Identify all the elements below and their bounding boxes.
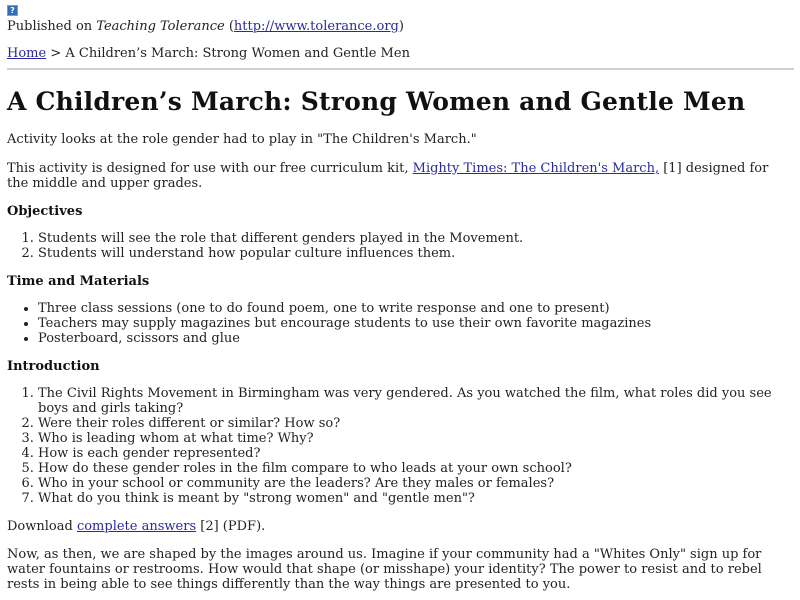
publisher-url-link[interactable]: http://www.tolerance.org — [233, 19, 399, 34]
introduction-heading: Introduction — [7, 359, 100, 374]
publisher-name: Teaching Tolerance — [96, 19, 225, 34]
curriculum-prefix: This activity is designed for use with our free curriculum kit, — [7, 161, 413, 176]
breadcrumb — [7, 46, 793, 62]
breadcrumb-home-link[interactable]: Home — [7, 46, 47, 61]
download-line — [7, 519, 793, 534]
list-item: 4. How is each gender represented? — [38, 446, 793, 461]
list-item: • Teachers may supply magazines but encourage students to use their own favorite magazines — [38, 316, 793, 331]
introduction-list — [7, 386, 793, 506]
publisher-url-open: ( — [224, 19, 234, 34]
list-item: 2. Were their roles different or similar? How so? — [38, 416, 793, 431]
icon-row — [7, 0, 793, 16]
list-item: • Three class sessions (one to do found poem, one to write response and one to present) — [38, 301, 793, 316]
article-summary: Activity looks at the role gender had to play in "The Children's March." — [7, 132, 477, 147]
list-item: 1. The Civil Rights Movement in Birmingham was very gendered. As you watched the film, what roles did you see boys and girls taking? — [38, 386, 793, 416]
published-prefix: Published on — [7, 19, 97, 34]
help-icon[interactable]: ? — [7, 5, 18, 16]
time-materials-heading: Time and Materials — [7, 274, 150, 289]
publisher-url-close: ) — [398, 19, 404, 34]
list-item: 5. How do these gender roles in the film compare to who leads at your own school? — [38, 461, 793, 476]
curriculum-kit-link[interactable]: Mighty Times: The Children's March, — [412, 161, 660, 176]
list-item: 3. Who is leading whom at what time? Why? — [38, 431, 793, 446]
breadcrumb-separator: > — [46, 46, 66, 61]
curriculum-paragraph — [7, 161, 793, 191]
list-item: 6. Who in your school or community are the leaders? Are they males or females? — [38, 476, 793, 491]
list-item: • Posterboard, scissors and glue — [38, 331, 793, 346]
curriculum-suffix: [1] designed for the middle and upper grades. — [7, 161, 769, 191]
closing-paragraph: Now, as then, we are shaped by the images around us. Imagine if your community had a "Whites Only" sign up for water fountains or restrooms. How would that shape (or misshape) your identity? The power to resist and to rebel rests in being able to see things differently than the way things are presented to you. — [7, 547, 762, 592]
breadcrumb-current: A Children’s March: Strong Women and Gentle Men — [65, 46, 410, 61]
header-divider — [7, 68, 794, 70]
complete-answers-link[interactable]: complete answers — [76, 519, 197, 534]
list-item: 2. Students will understand how popular culture influences them. — [38, 246, 793, 261]
time-materials-list — [7, 301, 793, 346]
download-suffix: [2] (PDF). — [196, 519, 266, 534]
page-title: A Children’s March: Strong Women and Gentle Men — [7, 87, 746, 116]
list-item: 7. What do you think is meant by "strong women" and "gentle men"? — [38, 491, 793, 506]
published-line — [7, 19, 793, 37]
download-prefix: Download — [7, 519, 77, 534]
list-item: 1. Students will see the role that different genders played in the Movement. — [38, 231, 793, 246]
objectives-heading: Objectives — [7, 204, 83, 219]
objectives-list — [7, 231, 793, 261]
